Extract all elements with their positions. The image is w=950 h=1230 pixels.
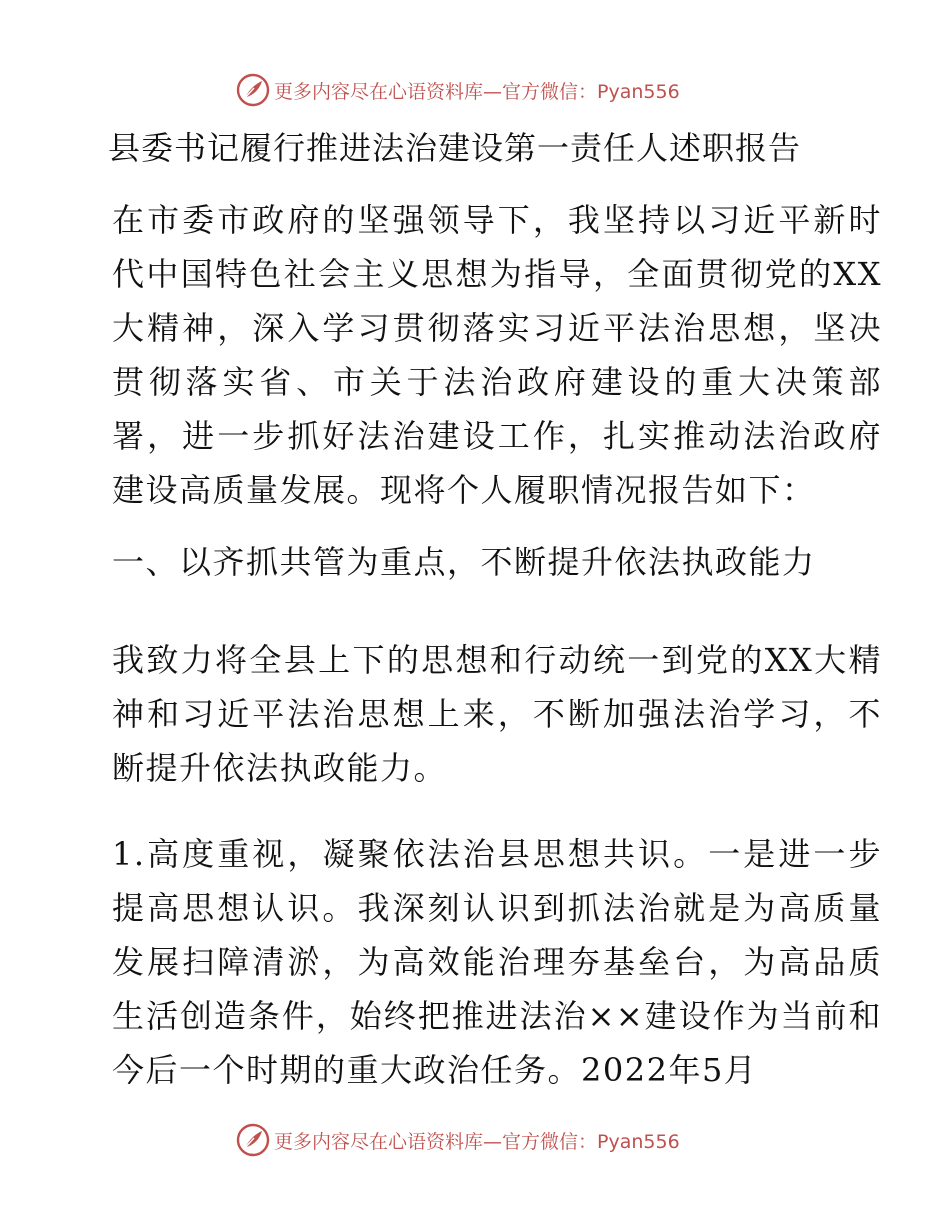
section-1-paragraph: 我致力将全县上下的思想和行动统一到党的XX大精神和习近平法治思想上来，不断加强法治学习，不断提升依法执政能力。 [112,641,882,787]
banner-text: 更多内容尽在心语资料库—官方微信：Pyan556 [274,80,680,103]
footer-watermark-banner [236,1122,680,1158]
header-watermark-banner [236,72,680,108]
intro-paragraph: 在市委市政府的坚强领导下，我坚持以习近平新时代中国特色社会主义思想为指导，全面贯彻党的XX大精神，深入学习贯彻落实习近平法治思想，坚决贯彻落实省、市关于法治政府建设的重大决策部署，进一步抓好法治建设工作，扎实推动法治政府建设高质量发展。现将个人履职情况报告如下： [112,201,882,509]
section-heading-1: 一、以齐抓共管为重点，不断提升依法执政能力 [112,543,816,581]
feather-pen-logo-icon [236,73,270,107]
document-title: 县委书记履行推进法治建设第一责任人述职报告 [108,129,802,167]
subsection-1-paragraph: 1.高度重视，凝聚依法治县思想共识。一是进一步提高思想认识。我深刻认识到抓法治就是为高质量发展扫障清淤，为高效能治理夯基垒台，为高品质生活创造条件，始终把推进法治××建设作为当前和今后一个时期的重大政治任务。2022年5月 [112,835,882,1089]
banner-text: 更多内容尽在心语资料库—官方微信：Pyan556 [274,1130,680,1153]
feather-pen-logo-icon [236,1123,270,1157]
